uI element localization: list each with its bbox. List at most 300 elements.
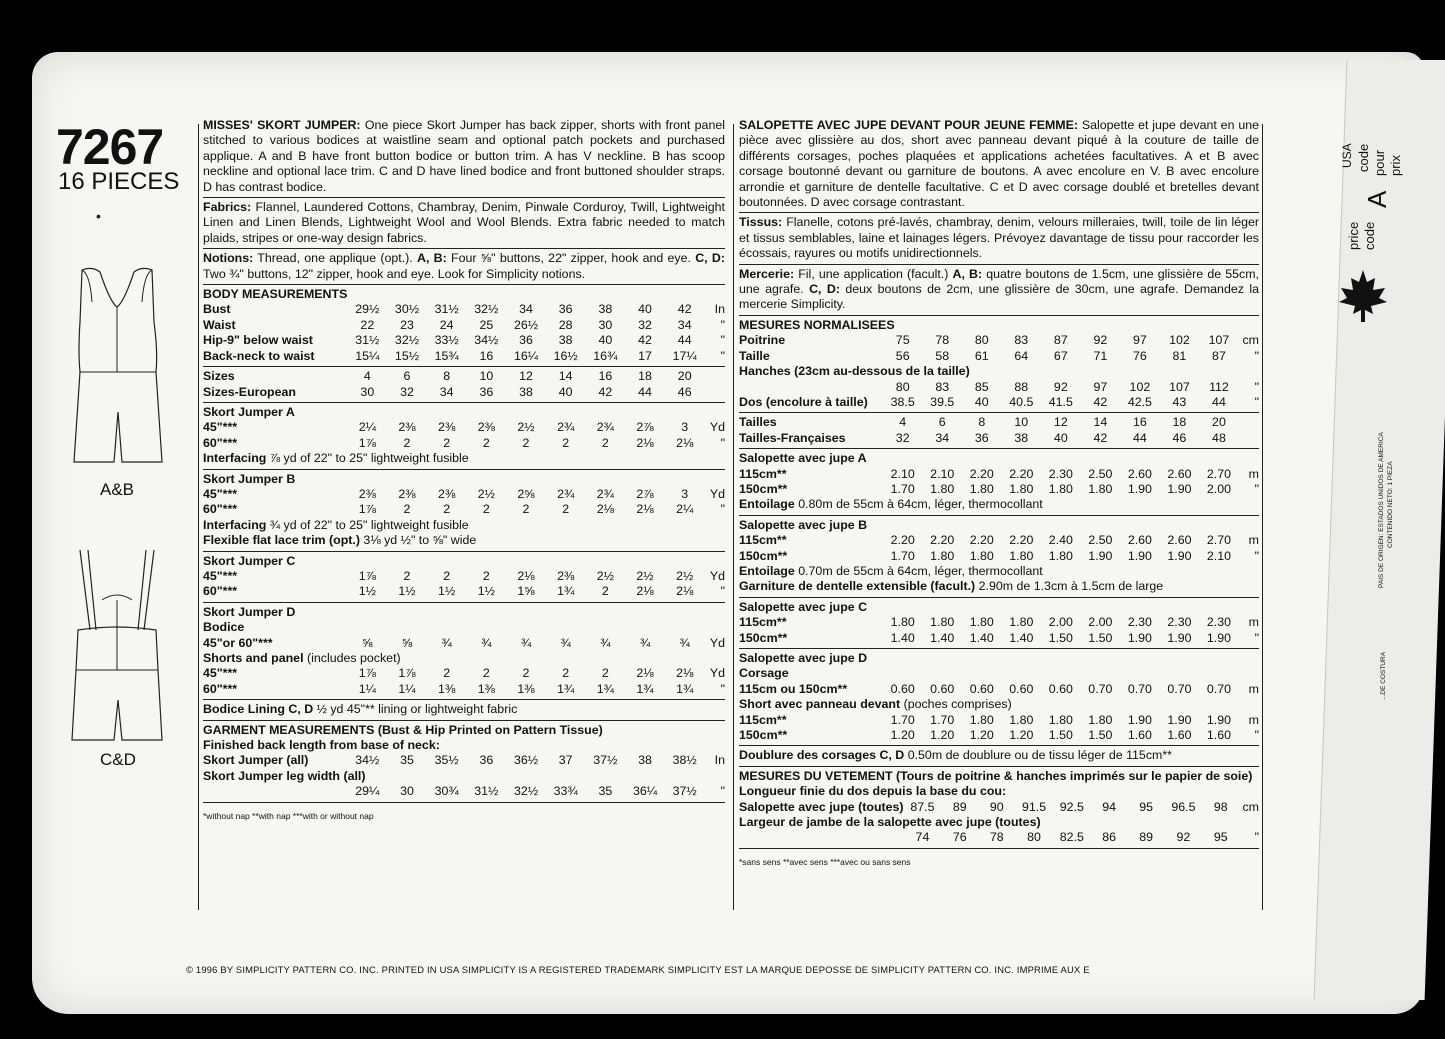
cell-value: 2⅜ <box>438 420 456 435</box>
unit-cell: m <box>1248 533 1259 548</box>
cell-value: 91.5 <box>1021 799 1047 814</box>
garment-subtitle: Finished back length from base of neck: <box>203 738 440 753</box>
cell-value: 58 <box>935 348 950 363</box>
size-row <box>739 415 1259 430</box>
cell-value: 2½ <box>477 486 495 501</box>
cell-value: 64 <box>1014 348 1029 363</box>
cell-value: 1.70 <box>890 712 915 727</box>
cell-value: 36¼ <box>632 784 658 799</box>
table-row <box>203 420 725 435</box>
cell-value: 2⅜ <box>358 486 376 501</box>
text-run: Fil, une application (facult.) <box>794 266 953 281</box>
cell-value: 82.5 <box>1059 830 1084 845</box>
cell-value: 2.20 <box>930 533 955 548</box>
cell-value: 1.60 <box>1206 728 1232 743</box>
cell-value: 2 <box>522 435 530 450</box>
bold-text: C, D: <box>809 282 840 297</box>
row-label: 115cm** <box>739 466 787 481</box>
cell-value: 1½ <box>438 584 456 599</box>
cell-value: 33¾ <box>553 784 578 799</box>
row-label: 45"*** <box>203 568 238 583</box>
view-subtitle: Corsage <box>739 666 789 681</box>
interfacing-line <box>739 564 1259 579</box>
cell-value: 37½ <box>593 753 618 768</box>
cell-value: 1½ <box>477 584 495 599</box>
unit-cell: m <box>1248 615 1259 630</box>
cell-value: 2⅛ <box>636 666 654 681</box>
section-title: MESURES NORMALISEES <box>739 317 895 332</box>
table-row <box>203 333 725 348</box>
unit-cell: cm <box>1242 333 1259 348</box>
cell-value: 80 <box>1027 830 1041 845</box>
cell-value: 40.5 <box>1009 394 1034 409</box>
cell-value: 36 <box>479 753 494 768</box>
cell-value: 95 <box>1139 799 1153 814</box>
yardage-block <box>739 600 1259 649</box>
bold-text: Shorts and panel <box>203 651 304 665</box>
french-column <box>739 118 1259 870</box>
interfacing-line <box>739 497 1259 512</box>
cell-value: 1⅝ <box>517 584 535 599</box>
piece-count: 16 PIECES <box>58 168 180 195</box>
cell-value: 88 <box>1014 379 1029 394</box>
cell-value: 31½ <box>434 302 459 317</box>
cell-value: 2 <box>443 568 451 583</box>
size-value: 10 <box>1014 415 1029 430</box>
view-title: Salopette avec jupe C <box>739 599 868 614</box>
cell-value: 2¾ <box>596 420 614 435</box>
cell-value: 29¼ <box>355 784 380 799</box>
cell-value: 2¾ <box>596 486 614 501</box>
row-label: 60"*** <box>203 435 238 450</box>
cell-value: 1¾ <box>676 681 694 696</box>
cell-value: 33½ <box>434 333 459 348</box>
cell-value: 1.70 <box>930 712 955 727</box>
table-row <box>739 380 1259 395</box>
unit-cell: " <box>720 317 725 332</box>
table-row <box>739 615 1259 630</box>
interfacing-line <box>203 518 725 533</box>
size-label: Tailles-Françaises <box>739 430 846 445</box>
cell-value: 2 <box>562 666 570 681</box>
cell-value: 2⅛ <box>636 584 654 599</box>
side-usa: USA <box>1340 143 1354 168</box>
unit-cell: Yd <box>709 635 725 650</box>
table-row <box>203 784 725 799</box>
cell-value: 102 <box>1129 379 1151 394</box>
unit-cell: " <box>1254 728 1259 743</box>
english-column <box>203 118 725 824</box>
cell-value: 2.00 <box>1088 615 1113 630</box>
cell-value: 2 <box>443 502 451 517</box>
cell-value: 1.80 <box>1088 481 1113 496</box>
table-row <box>203 436 725 451</box>
unit-cell: " <box>720 348 725 363</box>
cell-value: 1.90 <box>1167 630 1192 645</box>
row-label: 150cm** <box>739 548 788 563</box>
text-run: Two ¾" buttons, 12" zipper, hook and eye. Look for Simplicity notions. <box>203 266 586 281</box>
section-title: BODY MEASUREMENTS <box>203 287 348 302</box>
cell-value: 2 <box>482 568 490 583</box>
text-run: Flannel, Laundered Cottons, Chambray, Denim, Pinwale Corduroy, Twill, Lightweight Linen and Linen Blends, Lightweight Wool and Wool Blends. Extra fabric needed to match plaids, stripes or one-way design fabrics. <box>203 200 725 245</box>
cell-value: 2½ <box>676 568 694 583</box>
cell-value: 89 <box>1139 830 1153 845</box>
view-subtitle-2 <box>203 651 725 666</box>
cell-value: 1.50 <box>1048 630 1073 645</box>
text-run: deux boutons de 2cm, une glissière de 30cm, une agrafe. Demandez la mercerie Simplicity. <box>739 282 1259 312</box>
cell-value: 2⅛ <box>596 502 614 517</box>
cell-value: 98 <box>1213 799 1228 814</box>
row-label: Poitrine <box>739 333 786 348</box>
bold-text: Short avec panneau devant <box>739 697 901 712</box>
cell-value: 94 <box>1102 799 1117 814</box>
cell-value: 1.80 <box>1009 481 1034 496</box>
text-run: One piece Skort Jumper has back zipper, shorts with front panel stitched to various bodices at waistline seam and optional patch pockets and purchased applique. A and B have front button bodice or button trim. A has V neckline. B has scoop neckline and optional lace trim. C and D have lined bodice and front buttoned shoulder straps. D has contrast bodice. <box>203 118 725 194</box>
unit-cell: Yd <box>709 420 725 435</box>
cell-value: 1¾ <box>636 681 654 696</box>
lining-line <box>203 702 725 720</box>
text-run: (poches comprises) <box>900 697 1012 712</box>
cell-value: 1⅞ <box>358 435 376 450</box>
text-run: Thread, one applique (opt.). <box>253 251 418 266</box>
cell-value: 44 <box>1212 394 1226 409</box>
text-run: (includes pocket) <box>303 651 401 665</box>
cell-value: ¾ <box>639 635 651 650</box>
bold-text: Entoilage <box>739 497 795 512</box>
row-label: 60"*** <box>203 502 238 517</box>
cell-value: 36 <box>519 333 533 348</box>
cell-value: 30 <box>400 784 414 799</box>
view-subtitle: Bodice <box>203 620 245 635</box>
side-code-2: code <box>1362 221 1377 250</box>
bold-text: Interfacing <box>203 451 267 466</box>
cell-value: 1.40 <box>969 630 994 645</box>
table-row <box>739 364 1259 379</box>
cell-value: 0.60 <box>1048 681 1073 696</box>
size-value: 20 <box>1212 415 1226 430</box>
cell-value: 40 <box>638 302 652 317</box>
unit-cell: " <box>1254 379 1259 394</box>
interfacing-line <box>203 533 725 548</box>
table-row <box>203 302 725 317</box>
cell-value: 2.60 <box>1167 466 1192 481</box>
side-origin: PAIS DE ORIGEN: ESTADOS UNIDOS DE AMERICA <box>1378 432 1385 588</box>
view-cd-illustration <box>62 540 172 750</box>
size-value: 36 <box>479 384 494 399</box>
cell-value: 2⅛ <box>517 568 535 583</box>
text-run: Salopette et jupe devant en une pièce avec glissière au dos, short avec panneau devant piqué à la couture de taille de différents corsages, poches plaquées et applications achetées facultatives. A et B avec corsage boutonné devant ou garniture de boutons. A avec encolure en V. B avec encolure arrondie et garniture de dentelle facultative. C et D avec corsage doublé et bretelles devant boutonnées. D avec corsage contrastant. <box>739 118 1260 210</box>
yardage-block <box>739 451 1259 516</box>
size-value: 42 <box>598 384 613 399</box>
cell-value: 2⅜ <box>398 420 416 435</box>
size-value: 6 <box>403 369 411 384</box>
pattern-number: 7267 <box>56 119 164 175</box>
cell-value: 78 <box>989 830 1004 845</box>
fabrics-block <box>203 200 725 249</box>
cell-value: 1¾ <box>557 681 575 696</box>
cell-value: 2⅛ <box>676 435 694 450</box>
text-run: Four ⅝" buttons, 22" zipper, hook and eye. <box>446 251 696 266</box>
side-code: code <box>1356 143 1371 172</box>
table-row <box>203 769 725 784</box>
side-sewing: ...DE COSTURA <box>1380 651 1387 700</box>
bold-text: Notions: <box>203 251 254 266</box>
cell-value: 2 <box>522 666 530 681</box>
cell-value: 78 <box>935 333 950 348</box>
row-label: 45"or 60"*** <box>203 635 273 650</box>
cell-value: 41.5 <box>1048 394 1073 409</box>
cell-value: ¾ <box>441 635 452 650</box>
cell-value: 1.80 <box>969 481 994 496</box>
cell-value: 1.90 <box>1167 548 1192 563</box>
cell-value: 56 <box>895 348 910 363</box>
table-row <box>739 533 1259 548</box>
table-row <box>203 502 725 517</box>
cell-value: 44 <box>677 333 692 348</box>
size-value: 16 <box>1132 415 1147 430</box>
cell-value: 95 <box>1213 830 1228 845</box>
cell-value: 30 <box>598 317 613 332</box>
row-label: 45"*** <box>203 486 238 501</box>
cell-value: 1.90 <box>1127 630 1152 645</box>
table-row <box>203 584 725 599</box>
cell-value: 38.5 <box>890 394 915 409</box>
view-title: Salopette avec jupe B <box>739 517 868 532</box>
cell-value: 2¼ <box>676 502 694 517</box>
column-rule-left <box>198 124 199 910</box>
unit-cell: " <box>720 502 725 517</box>
cell-value: ⅝ <box>401 635 413 650</box>
cell-value: 1.80 <box>1088 712 1113 727</box>
cell-value: 1.60 <box>1127 728 1152 743</box>
size-value: 4 <box>363 369 371 384</box>
row-label <box>739 380 883 395</box>
cell-value: 37 <box>558 753 573 768</box>
cell-value: 87.5 <box>910 799 935 814</box>
table-row <box>739 349 1259 364</box>
size-value: 14 <box>558 369 573 384</box>
bold-text: A, B: <box>952 266 983 281</box>
column-rule-middle <box>733 124 734 910</box>
cell-value: 34 <box>677 317 692 332</box>
cell-value: 37½ <box>672 784 697 799</box>
cell-value: 2.20 <box>1009 533 1034 548</box>
cell-value: 1.20 <box>1009 728 1034 743</box>
unit-cell: " <box>1254 481 1259 496</box>
row-label: Hip-9" below waist <box>203 333 313 348</box>
cell-value: 38½ <box>672 753 697 768</box>
cell-value: 2.30 <box>1127 615 1152 630</box>
bold-text: C, D: <box>695 251 725 266</box>
cell-value: 30¾ <box>434 784 459 799</box>
cell-value: 34½ <box>474 333 499 348</box>
unit-cell: " <box>720 784 725 799</box>
cell-value: 35 <box>598 784 613 799</box>
cell-value: 2½ <box>517 420 535 435</box>
cell-value: 0.60 <box>969 681 994 696</box>
table-row <box>739 333 1259 348</box>
cell-value: 1.80 <box>969 548 994 563</box>
cell-value: 1.80 <box>969 712 994 727</box>
cell-value: 0.60 <box>1009 681 1034 696</box>
unit-cell: Yd <box>709 568 725 583</box>
unit-cell: " <box>1254 830 1259 845</box>
body-measurements <box>739 318 1259 413</box>
cell-value: 1.20 <box>930 728 955 743</box>
cell-value: 1.80 <box>890 615 915 630</box>
cell-value: 1.80 <box>1009 615 1034 630</box>
bold-text: SALOPETTE AVEC JUPE DEVANT POUR JEUNE FEMME: <box>739 118 1078 132</box>
text-run: ¾ yd of 22" to 25" lightweight fusible <box>266 517 469 532</box>
text-run: ⅞ yd of 22" to 25" lightweight fusible <box>266 451 469 466</box>
cell-value: 71 <box>1093 348 1108 363</box>
cell-value: 32½ <box>474 302 499 317</box>
cell-value: 1½ <box>398 584 416 599</box>
row-label: Dos (encolure à taille) <box>739 394 868 409</box>
text-run: 3⅛ yd ½" to ⅝" wide <box>359 533 477 548</box>
cell-value: 2.20 <box>890 533 915 548</box>
cell-value: 107 <box>1208 333 1230 348</box>
table-row <box>739 631 1259 646</box>
description-block <box>739 118 1259 213</box>
side-contents: CONTENIDO NETO: 1 PIEZA <box>1387 461 1394 548</box>
yardage-block <box>739 518 1259 598</box>
cell-value: 1.50 <box>1048 728 1073 743</box>
description-block <box>203 118 725 198</box>
cell-value: 2⅛ <box>676 584 694 599</box>
cell-value: 2 <box>482 435 490 450</box>
cell-value: 2.30 <box>1167 615 1192 630</box>
unit-cell: " <box>1254 548 1259 563</box>
cell-value: 2.50 <box>1088 533 1113 548</box>
cell-value: 1¾ <box>557 584 575 599</box>
unit-cell: In <box>714 753 725 768</box>
side-price: price <box>1346 221 1361 250</box>
unit-cell: cm <box>1242 799 1259 814</box>
cell-value: 34½ <box>355 753 380 768</box>
cell-value: 1.90 <box>1206 712 1232 727</box>
section-title: MESURES DU VETEMENT (Tours de poitrine & hanches imprimés sur le papier de soie) <box>739 768 1253 783</box>
cell-value: 2 <box>403 502 411 517</box>
row-label: 150cm** <box>739 630 788 645</box>
section-title: GARMENT MEASUREMENTS (Bust & Hip Printed on Pattern Tissue) <box>203 722 603 737</box>
cell-value: 32½ <box>394 333 420 348</box>
cell-value: 16¾ <box>593 348 618 363</box>
cell-value: 16½ <box>553 348 578 363</box>
text-run: Flanelle, cotons pré-lavés, chambray, denim, velours milleraies, twill, toile de lin léger et tissus semblables, laine et lainages légers. Prévoyez davantage de tissu pour raccorder les écossais, rayures ou motifs unidirectionnels. <box>739 215 1259 261</box>
cell-value: 0.60 <box>930 681 955 696</box>
cell-value: 2⅛ <box>676 666 694 681</box>
size-value: 42 <box>1093 430 1108 445</box>
cell-value: 1.90 <box>1127 548 1152 563</box>
view-label-ab: A&B <box>100 480 135 499</box>
cell-value: 85 <box>974 379 989 394</box>
table-row <box>739 467 1259 482</box>
cell-value: 36½ <box>513 753 539 768</box>
size-value: 30 <box>360 384 375 399</box>
cell-value: 1.80 <box>1048 481 1073 496</box>
row-label: Salopette avec jupe (toutes) <box>739 799 904 814</box>
bold-text: Mercerie: <box>739 266 795 281</box>
row-label: Largeur de jambe de la salopette avec jupe (toutes) <box>739 815 1041 830</box>
bold-text: A, B: <box>417 251 447 266</box>
cell-value: 2.30 <box>1048 466 1073 481</box>
cell-value: 2 <box>601 584 609 599</box>
table-row <box>203 487 725 502</box>
view-title: Skort Jumper C <box>203 553 296 568</box>
unit-cell: " <box>720 435 725 450</box>
cell-value: 1½ <box>358 584 376 599</box>
cell-value: 2½ <box>636 568 654 583</box>
cell-value: 0.60 <box>890 681 915 696</box>
size-value: 46 <box>1172 430 1187 445</box>
size-label: Sizes-European <box>203 384 296 399</box>
cell-value: 23 <box>400 317 414 332</box>
cell-value: 1⅜ <box>517 681 535 696</box>
size-value: 20 <box>677 369 692 384</box>
yardage-block <box>203 405 725 470</box>
cell-value: 2¾ <box>557 420 575 435</box>
cell-value: 17¼ <box>672 348 697 363</box>
unit-cell: m <box>1248 681 1259 696</box>
bold-text: MISSES' SKORT JUMPER: <box>203 118 361 132</box>
cell-value: 2.70 <box>1206 533 1232 548</box>
cell-value: 2.00 <box>1048 615 1073 630</box>
size-label: Sizes <box>203 369 235 384</box>
cell-value: 1.20 <box>890 728 915 743</box>
bold-text: Garniture de dentelle extensible (facult.) <box>739 579 976 594</box>
text-run: 0.70m de 55cm à 64cm, léger, thermocollant <box>794 563 1043 578</box>
size-value: 44 <box>1132 430 1147 445</box>
table-row <box>739 728 1259 743</box>
cell-value: 1.90 <box>1088 548 1113 563</box>
cell-value: 86 <box>1102 830 1117 845</box>
cell-value: 2½ <box>596 568 614 583</box>
cell-value: 2.60 <box>1167 533 1192 548</box>
side-pour: pour <box>1372 149 1387 176</box>
table-row <box>203 349 725 364</box>
cell-value: 1.90 <box>1127 712 1152 727</box>
cell-value: 92 <box>1176 830 1191 845</box>
cell-value: 83 <box>935 379 950 394</box>
view-title: Skort Jumper B <box>203 471 296 486</box>
cell-value: 90 <box>989 799 1004 814</box>
text-run: quatre boutons de 1.5cm, une glissière de 55cm, une agrafe. <box>739 266 1259 297</box>
cell-value: 15½ <box>394 348 420 363</box>
sizes-block <box>739 415 1259 449</box>
cell-value: 2 <box>562 502 570 517</box>
size-value: 48 <box>1212 430 1226 445</box>
size-value: 6 <box>938 415 946 430</box>
row-label: Skort Jumper (all) <box>203 753 309 768</box>
unit-cell: " <box>720 584 725 599</box>
size-value: 32 <box>895 430 910 445</box>
cell-value: 1⅜ <box>438 681 456 696</box>
cell-value: 2 <box>443 666 451 681</box>
cell-value: 24 <box>439 317 454 332</box>
cell-value: 1.60 <box>1167 728 1192 743</box>
size-row <box>739 431 1259 446</box>
bold-text: Interfacing <box>203 517 267 532</box>
view-subtitle-2 <box>739 697 1259 712</box>
garment-subtitle: Longueur finie du dos depuis la base du cou: <box>739 784 1007 799</box>
cell-value: 1.80 <box>930 548 955 563</box>
copyright-line: © 1996 BY SIMPLICITY PATTERN CO. INC. PRINTED IN USA SIMPLICITY IS A REGISTERED TRADEMARK SIMPLICITY EST LA MARQUE DEPOSSE DE SIMPLICITY PATTERN CO. INC. IMPRIME AUX E <box>186 964 1090 975</box>
cell-value: 38 <box>598 302 613 317</box>
cell-value: 2 <box>601 666 609 681</box>
cell-value: 97 <box>1093 379 1108 394</box>
unit-cell: " <box>720 333 725 348</box>
